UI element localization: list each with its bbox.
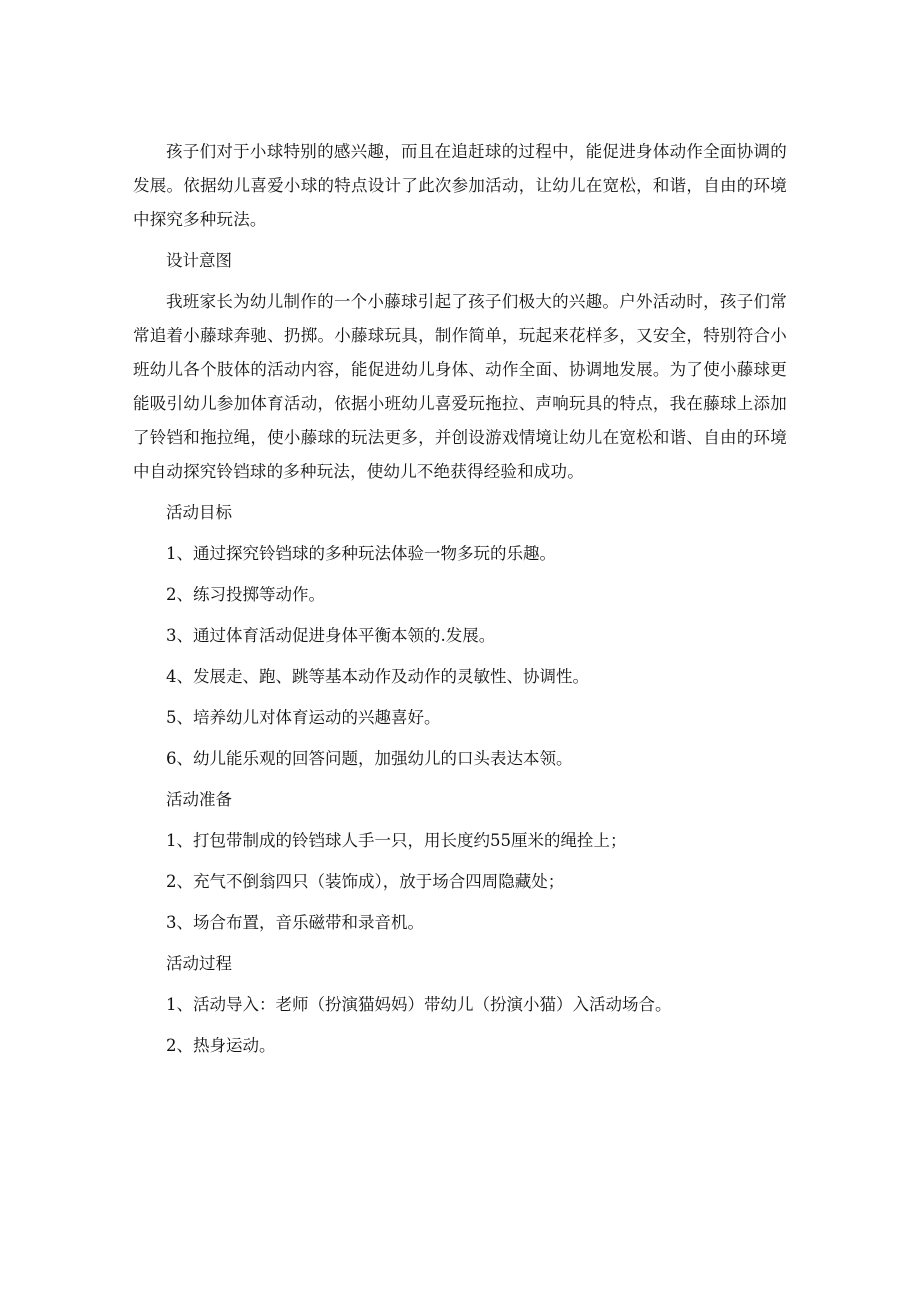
design-intent-paragraph: 我班家长为幼儿制作的一个小藤球引起了孩子们极大的兴趣。户外活动时，孩子们常常追着小藤球奔驰、扔掷。小藤球玩具，制作简单，玩起来花样多，又安全，特别符合小班幼儿各个肢体的活动内容，能促进幼儿身体、动作全面、协调地发展。为了使小藤球更能吸引幼儿参加体育活动，依据小班幼儿喜爱玩拖拉、声响玩具的特点，我在藤球上添加了铃铛和拖拉绳，使小藤球的玩法更多，并创设游戏情境让幼儿在宽松和谐、自由的环境中自动探究铃铛球的多种玩法，使幼儿不绝获得经验和成功。: [133, 292, 787, 481]
process-item: 2、热身运动。: [166, 1036, 276, 1055]
intro-paragraph: 孩子们对于小球特别的感兴趣，而且在追赶球的过程中，能促进身体动作全面协调的发展。依据幼儿喜爱小球的特点设计了此次参加活动，让幼儿在宽松，和谐，自由的环境中探究多种玩法。: [133, 142, 787, 229]
design-intent-heading: 设计意图: [166, 251, 232, 270]
preparation-item: 2、充气不倒翁四只（装饰成），放于场合四周隐藏处；: [166, 872, 565, 891]
goal-item: 1、通过探究铃铛球的多种玩法体验一物多玩的乐趣。: [166, 544, 556, 563]
goal-item: 3、通过体育活动促进身体平衡本领的.发展。: [166, 626, 496, 645]
goal-item: 4、发展走、跑、跳等基本动作及动作的灵敏性、协调性。: [166, 667, 589, 686]
goal-item: 2、练习投掷等动作。: [166, 585, 325, 604]
document-page: [133, 135, 787, 1063]
preparation-item: 1、打包带制成的铃铛球人手一只，用长度约55厘米的绳拴上；: [166, 831, 627, 850]
goals-heading: 活动目标: [166, 503, 232, 522]
preparation-heading: 活动准备: [166, 790, 232, 809]
goal-item: 6、幼儿能乐观的回答问题，加强幼儿的口头表达本领。: [166, 749, 573, 768]
goal-item: 5、培养幼儿对体育运动的兴趣喜好。: [166, 708, 441, 727]
process-item: 1、活动导入：老师（扮演猫妈妈）带幼儿（扮演小猫）入活动场合。: [166, 995, 672, 1014]
preparation-item: 3、场合布置，音乐磁带和录音机。: [166, 913, 424, 932]
process-heading: 活动过程: [166, 954, 232, 973]
